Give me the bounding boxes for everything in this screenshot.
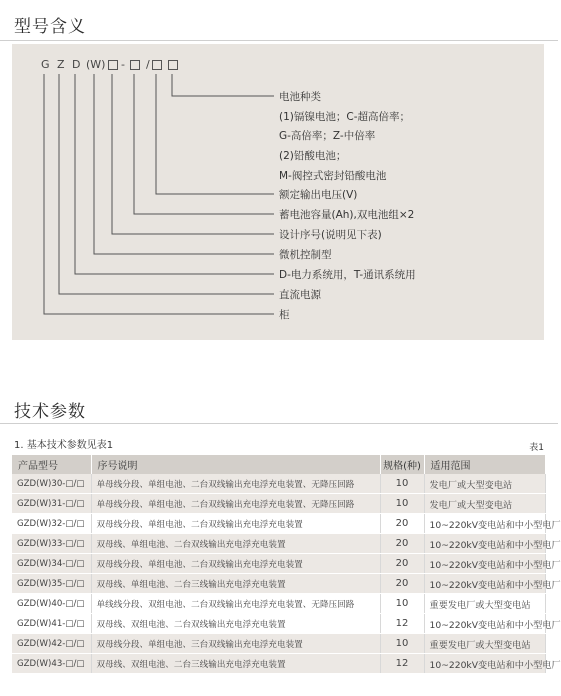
table-row [12, 594, 545, 614]
code-letter-g: G [41, 58, 50, 71]
cell-spec: 20 [380, 514, 424, 534]
col-header-spec: 规格(种) [380, 455, 424, 474]
table-intro: 1. 基本技术参数见表1 [14, 440, 114, 451]
cell-desc: 双母线、单组电池、二台三线输出充电浮充电装置 [91, 574, 380, 594]
cell-model: GZD(W)41-□/□ [12, 614, 91, 634]
table-row [12, 474, 545, 494]
meaning-line: 电池种类 [279, 91, 321, 103]
meaning-line: 设计序号(说明见下表) [279, 229, 382, 241]
cell-model: GZD(W)30-□/□ [12, 474, 91, 494]
cell-desc: 双母线分段、单组电池、二台双线输出充电浮充电装置 [91, 554, 380, 574]
code-letter-d: D [72, 58, 81, 71]
cell-model: GZD(W)34-□/□ [12, 554, 91, 574]
section-title-model-meaning: 型号含义 [14, 17, 86, 37]
cell-spec: 10 [380, 594, 424, 614]
model-meaning-diagram [12, 44, 544, 340]
section-divider [0, 40, 558, 41]
cell-spec: 10 [380, 474, 424, 494]
code-letter-z: Z [57, 58, 65, 71]
cell-desc: 双母线、单组电池、二台双线输出充电浮充电装置 [91, 534, 380, 554]
cell-spec: 20 [380, 574, 424, 594]
cell-desc: 单线线分段、双组电池、二台双线输出充电浮充电装置、无降压回路 [91, 594, 380, 614]
cell-spec: 10 [380, 494, 424, 514]
spec-table [12, 455, 561, 674]
cell-scope: 10~220kV变电站和中小型电厂 [424, 574, 545, 594]
code-dash: - [121, 58, 125, 71]
cell-model: GZD(W)31-□/□ [12, 494, 91, 514]
col-header-desc: 序号说明 [91, 455, 380, 474]
cell-desc: 双母线分段、单组电池、二台双线输出充电浮充电装置 [91, 514, 380, 534]
bracket-lines [12, 44, 544, 340]
table-row [12, 634, 545, 654]
meaning-line: 蓄电池容量(Ah),双电池组×2 [279, 209, 415, 221]
cell-model: GZD(W)32-□/□ [12, 514, 91, 534]
table-number: 表1 [529, 443, 544, 453]
section-title-tech-params: 技术参数 [14, 402, 86, 422]
meaning-line: (2)铅酸电池； [279, 150, 347, 162]
cell-spec: 20 [380, 534, 424, 554]
code-letter-w: (W) [86, 58, 106, 71]
cell-desc: 双母线分段、单组电池、三台双线输出充电浮充电装置 [91, 634, 380, 654]
col-header-scope: 适用范围 [424, 455, 545, 474]
meaning-line: 微机控制型 [279, 249, 332, 261]
meaning-line: D-电力系统用，T-通讯系统用 [279, 269, 416, 281]
table-row [12, 554, 545, 574]
cell-desc: 双母线、双组电池、二台双线输出充电浮充电装置 [91, 614, 380, 634]
cell-scope: 10~220kV变电站和中小型电厂 [424, 554, 545, 574]
cell-desc: 单母线分段、单组电池、二台双线输出充电浮充电装置、无降压回路 [91, 494, 380, 514]
cell-scope: 10~220kV变电站和中小型电厂 [424, 614, 545, 634]
cell-spec: 20 [380, 554, 424, 574]
meaning-line: G-高倍率；Z-中倍率 [279, 130, 376, 142]
table-row [12, 494, 545, 514]
cell-desc: 双母线、双组电池、二台三线输出充电浮充电装置 [91, 654, 380, 674]
table-row [12, 534, 545, 554]
cell-spec: 10 [380, 634, 424, 654]
meaning-line: M-阀控式密封铅酸电池 [279, 170, 387, 182]
cell-scope: 发电厂或大型变电站 [424, 494, 545, 514]
cell-spec: 12 [380, 654, 424, 674]
table-row [12, 654, 545, 674]
meaning-line: 直流电源 [279, 289, 321, 301]
cell-spec: 12 [380, 614, 424, 634]
cell-scope: 重要发电厂或大型变电站 [424, 634, 545, 654]
meaning-line: 柜 [279, 309, 290, 321]
meaning-line: (1)镉镍电池；C-超高倍率； [279, 111, 410, 123]
cell-model: GZD(W)42-□/□ [12, 634, 91, 654]
cell-model: GZD(W)33-□/□ [12, 534, 91, 554]
table-row [12, 514, 545, 534]
cell-scope: 10~220kV变电站和中小型电厂 [424, 514, 545, 534]
cell-scope: 发电厂或大型变电站 [424, 474, 545, 494]
cell-model: GZD(W)43-□/□ [12, 654, 91, 674]
col-header-model: 产品型号 [12, 455, 91, 474]
table-header-row [12, 455, 545, 474]
cell-model: GZD(W)35-□/□ [12, 574, 91, 594]
section-divider [0, 423, 558, 424]
table-row [12, 614, 545, 634]
cell-scope: 10~220kV变电站和中小型电厂 [424, 534, 545, 554]
meaning-line: 额定输出电压(V) [279, 189, 358, 201]
cell-scope: 重要发电厂或大型变电站 [424, 594, 545, 614]
cell-scope: 10~220kV变电站和中小型电厂 [424, 654, 545, 674]
table-row [12, 574, 545, 594]
cell-model: GZD(W)40-□/□ [12, 594, 91, 614]
code-slash: / [146, 58, 150, 71]
cell-desc: 单母线分段、单组电池、二台双线输出充电浮充电装置、无降压回路 [91, 474, 380, 494]
